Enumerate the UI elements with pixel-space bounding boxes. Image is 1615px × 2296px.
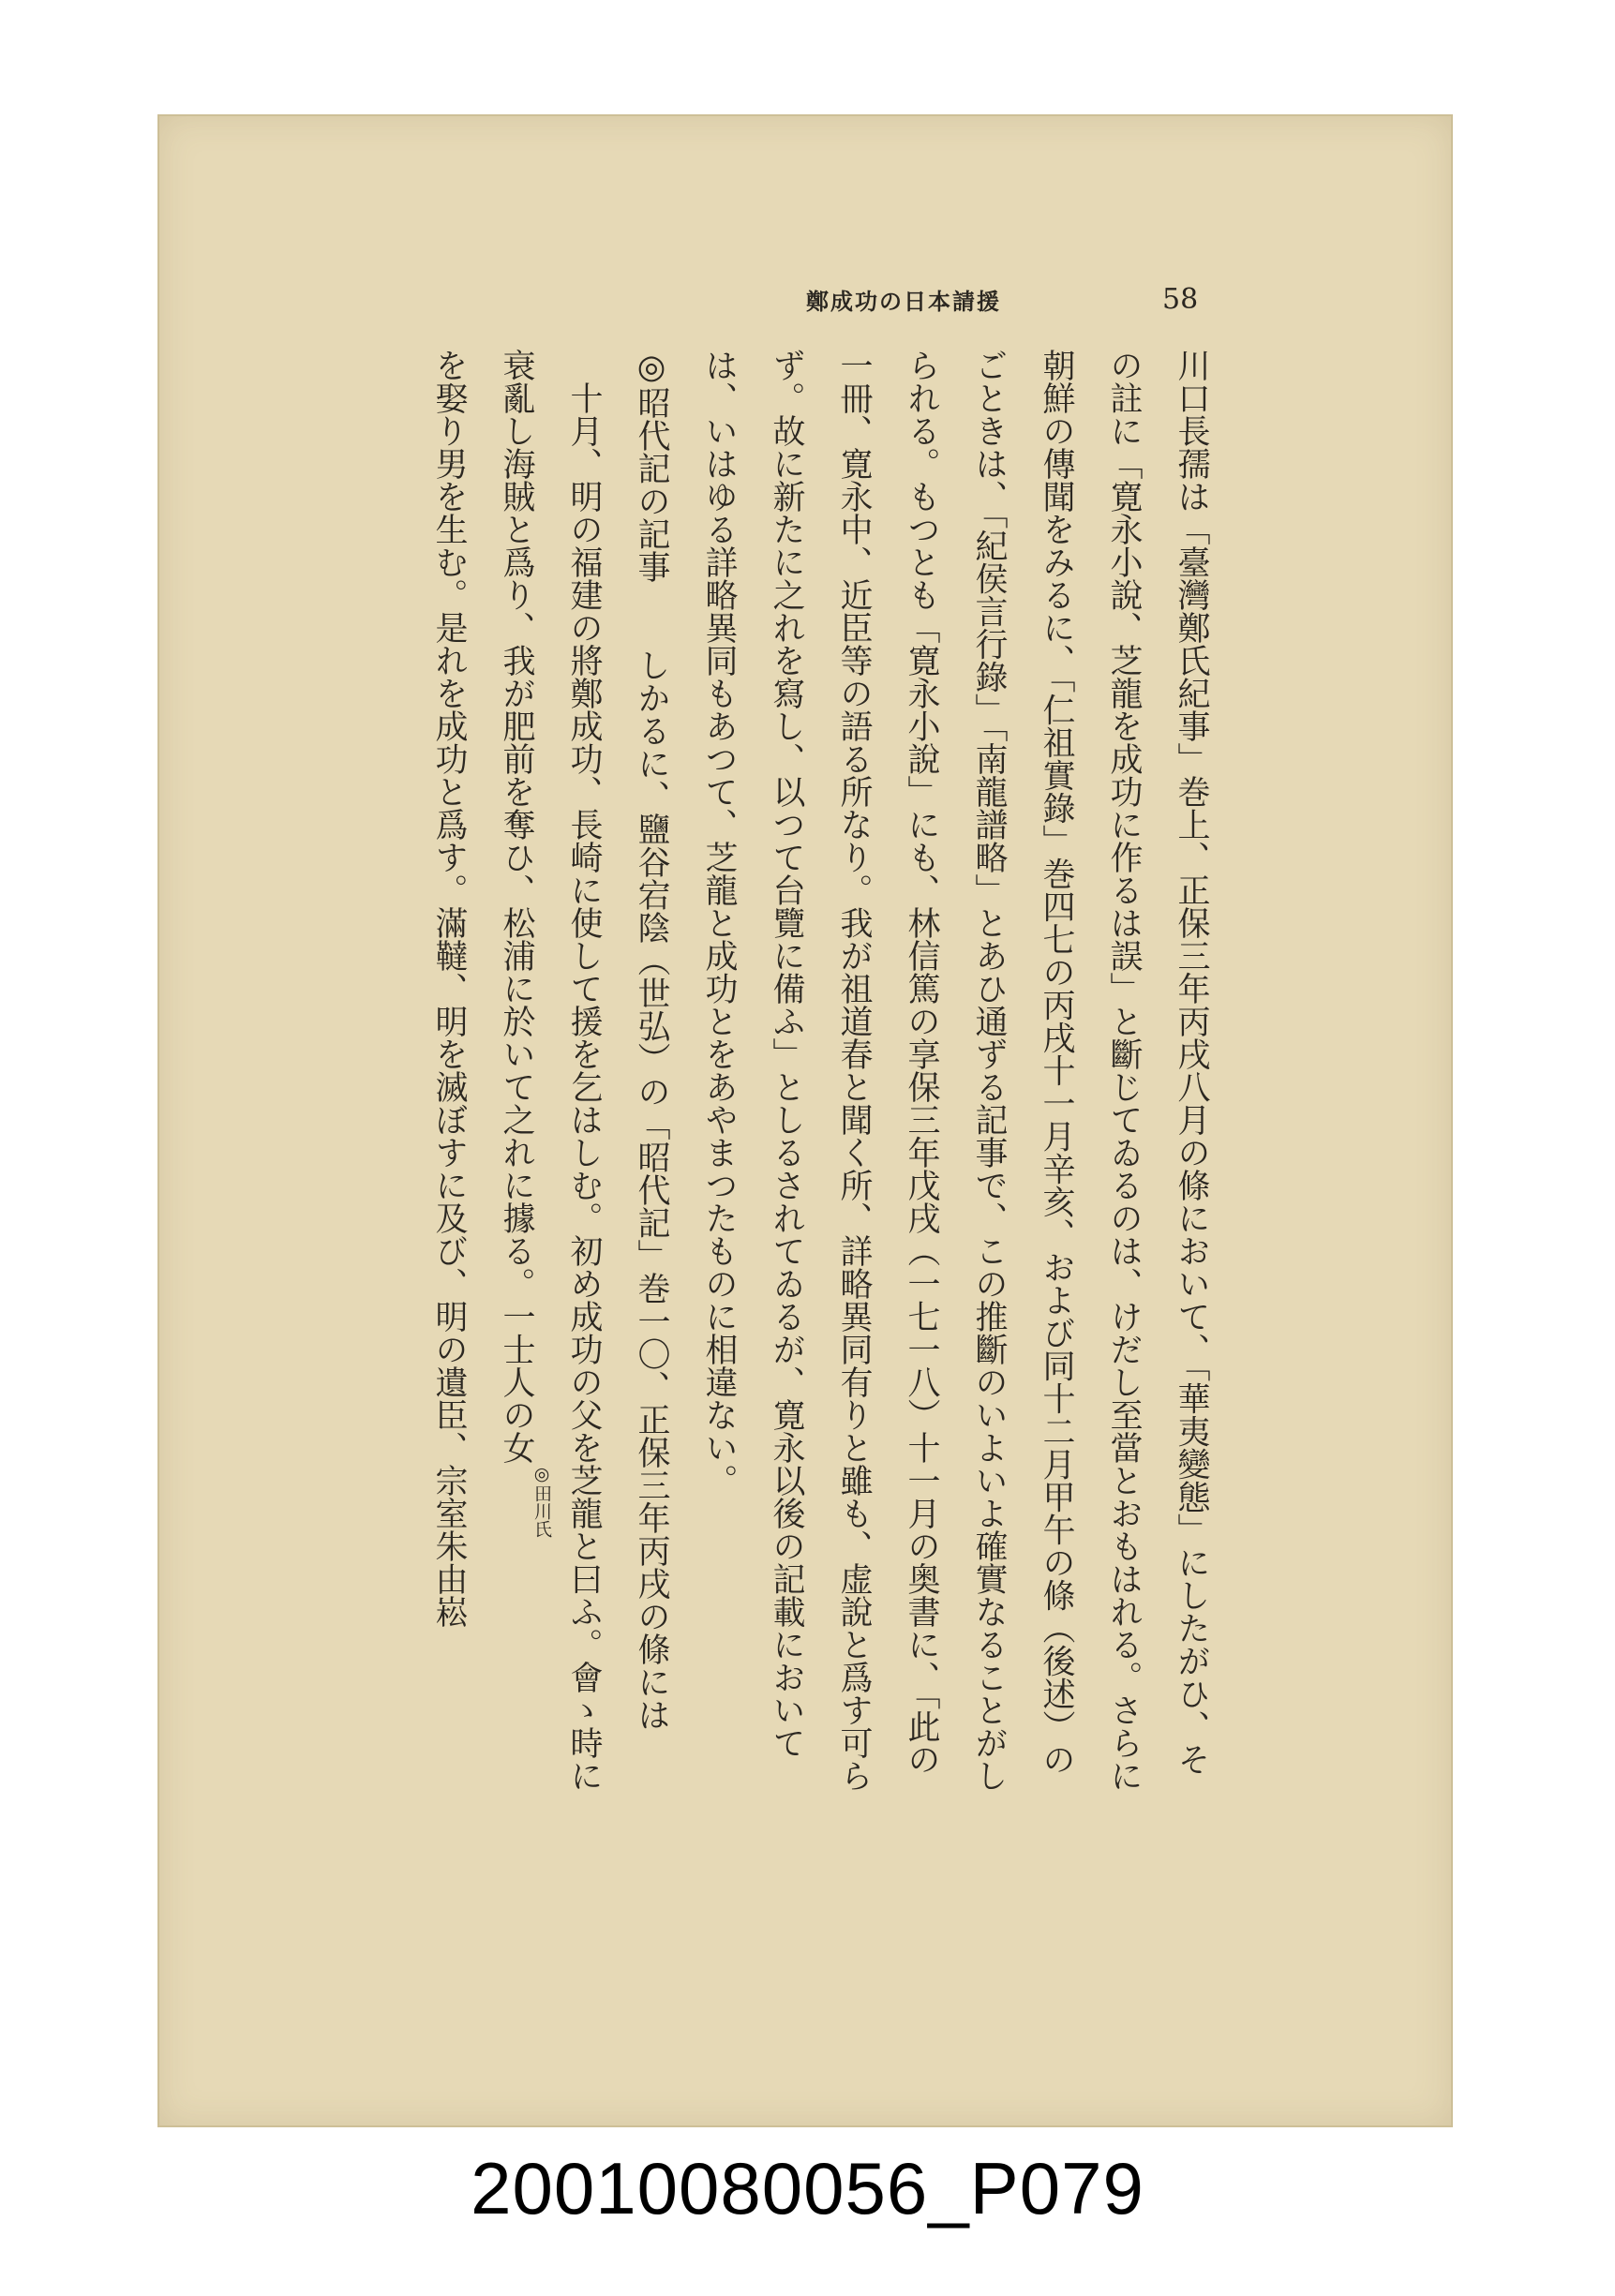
quote-text: 十月、明の福建の將鄭成功、長崎に使して援を乞はしむ。初め成功の父を芝龍と曰ふ。會ゝ時に衰亂し海賊と爲り、我が肥前を奪ひ、松浦に於いて之れに據る。一士人の女: [498, 349, 603, 1792]
inline-note: ◎田川氏: [531, 1464, 552, 1538]
paragraph-2-heading: ◎昭代記の記事 しかるに、鹽谷宕陰（世弘）の「昭代記」巻一〇、正保三年丙戌の條には: [633, 349, 670, 1731]
paragraph-1: 川口長孺は「臺灣鄭氏紀事」巻上、正保三年丙戌八月の條において、「華夷變態」にしたがひ、その註に「寛永小說、芝龍を成功に作るは誤」と斷じてゐるのは、けだし至當とおもはれる。さらに朝鮮の傳聞をみるに、「仁祖實錄」巻四七の丙戌十一月辛亥、および同十二月甲午の條（後述）のごときは、「紀侯言行錄」「南龍譜略」とあひ通ずる記事で、この推斷のいよいよ確實なることがしられる。もつとも「寛永小說」にも、林信篤の享保三年戊戌（一七一八）十一月の奥書に、「此の一冊、寛永中、近臣等の語る所なり。我が祖道春と聞く所、詳略異同有りと雖も、虚說と爲す可らず。故に新たに之れを寫し、以つて台覽に備ふ」としるされてゐるが、寛永以後の記載においては、いはゆる詳略異同もあつて、芝龍と成功とをあやまつたものに相違ない。: [700, 349, 1210, 1792]
running-title: 鄭成功の日本請援: [806, 289, 1001, 315]
image-id-caption: 20010080056_P079: [471, 2147, 1144, 2229]
paragraph-3-quote: [483, 349, 618, 1792]
paragraph-4-quote: を娶り男を生む。是れを成功と爲す。滿韃、明を滅ぼすに及び、明の遺臣、宗室朱由崧: [430, 349, 468, 1628]
page-number: 58: [1162, 283, 1199, 316]
body-text: [419, 349, 1225, 1792]
